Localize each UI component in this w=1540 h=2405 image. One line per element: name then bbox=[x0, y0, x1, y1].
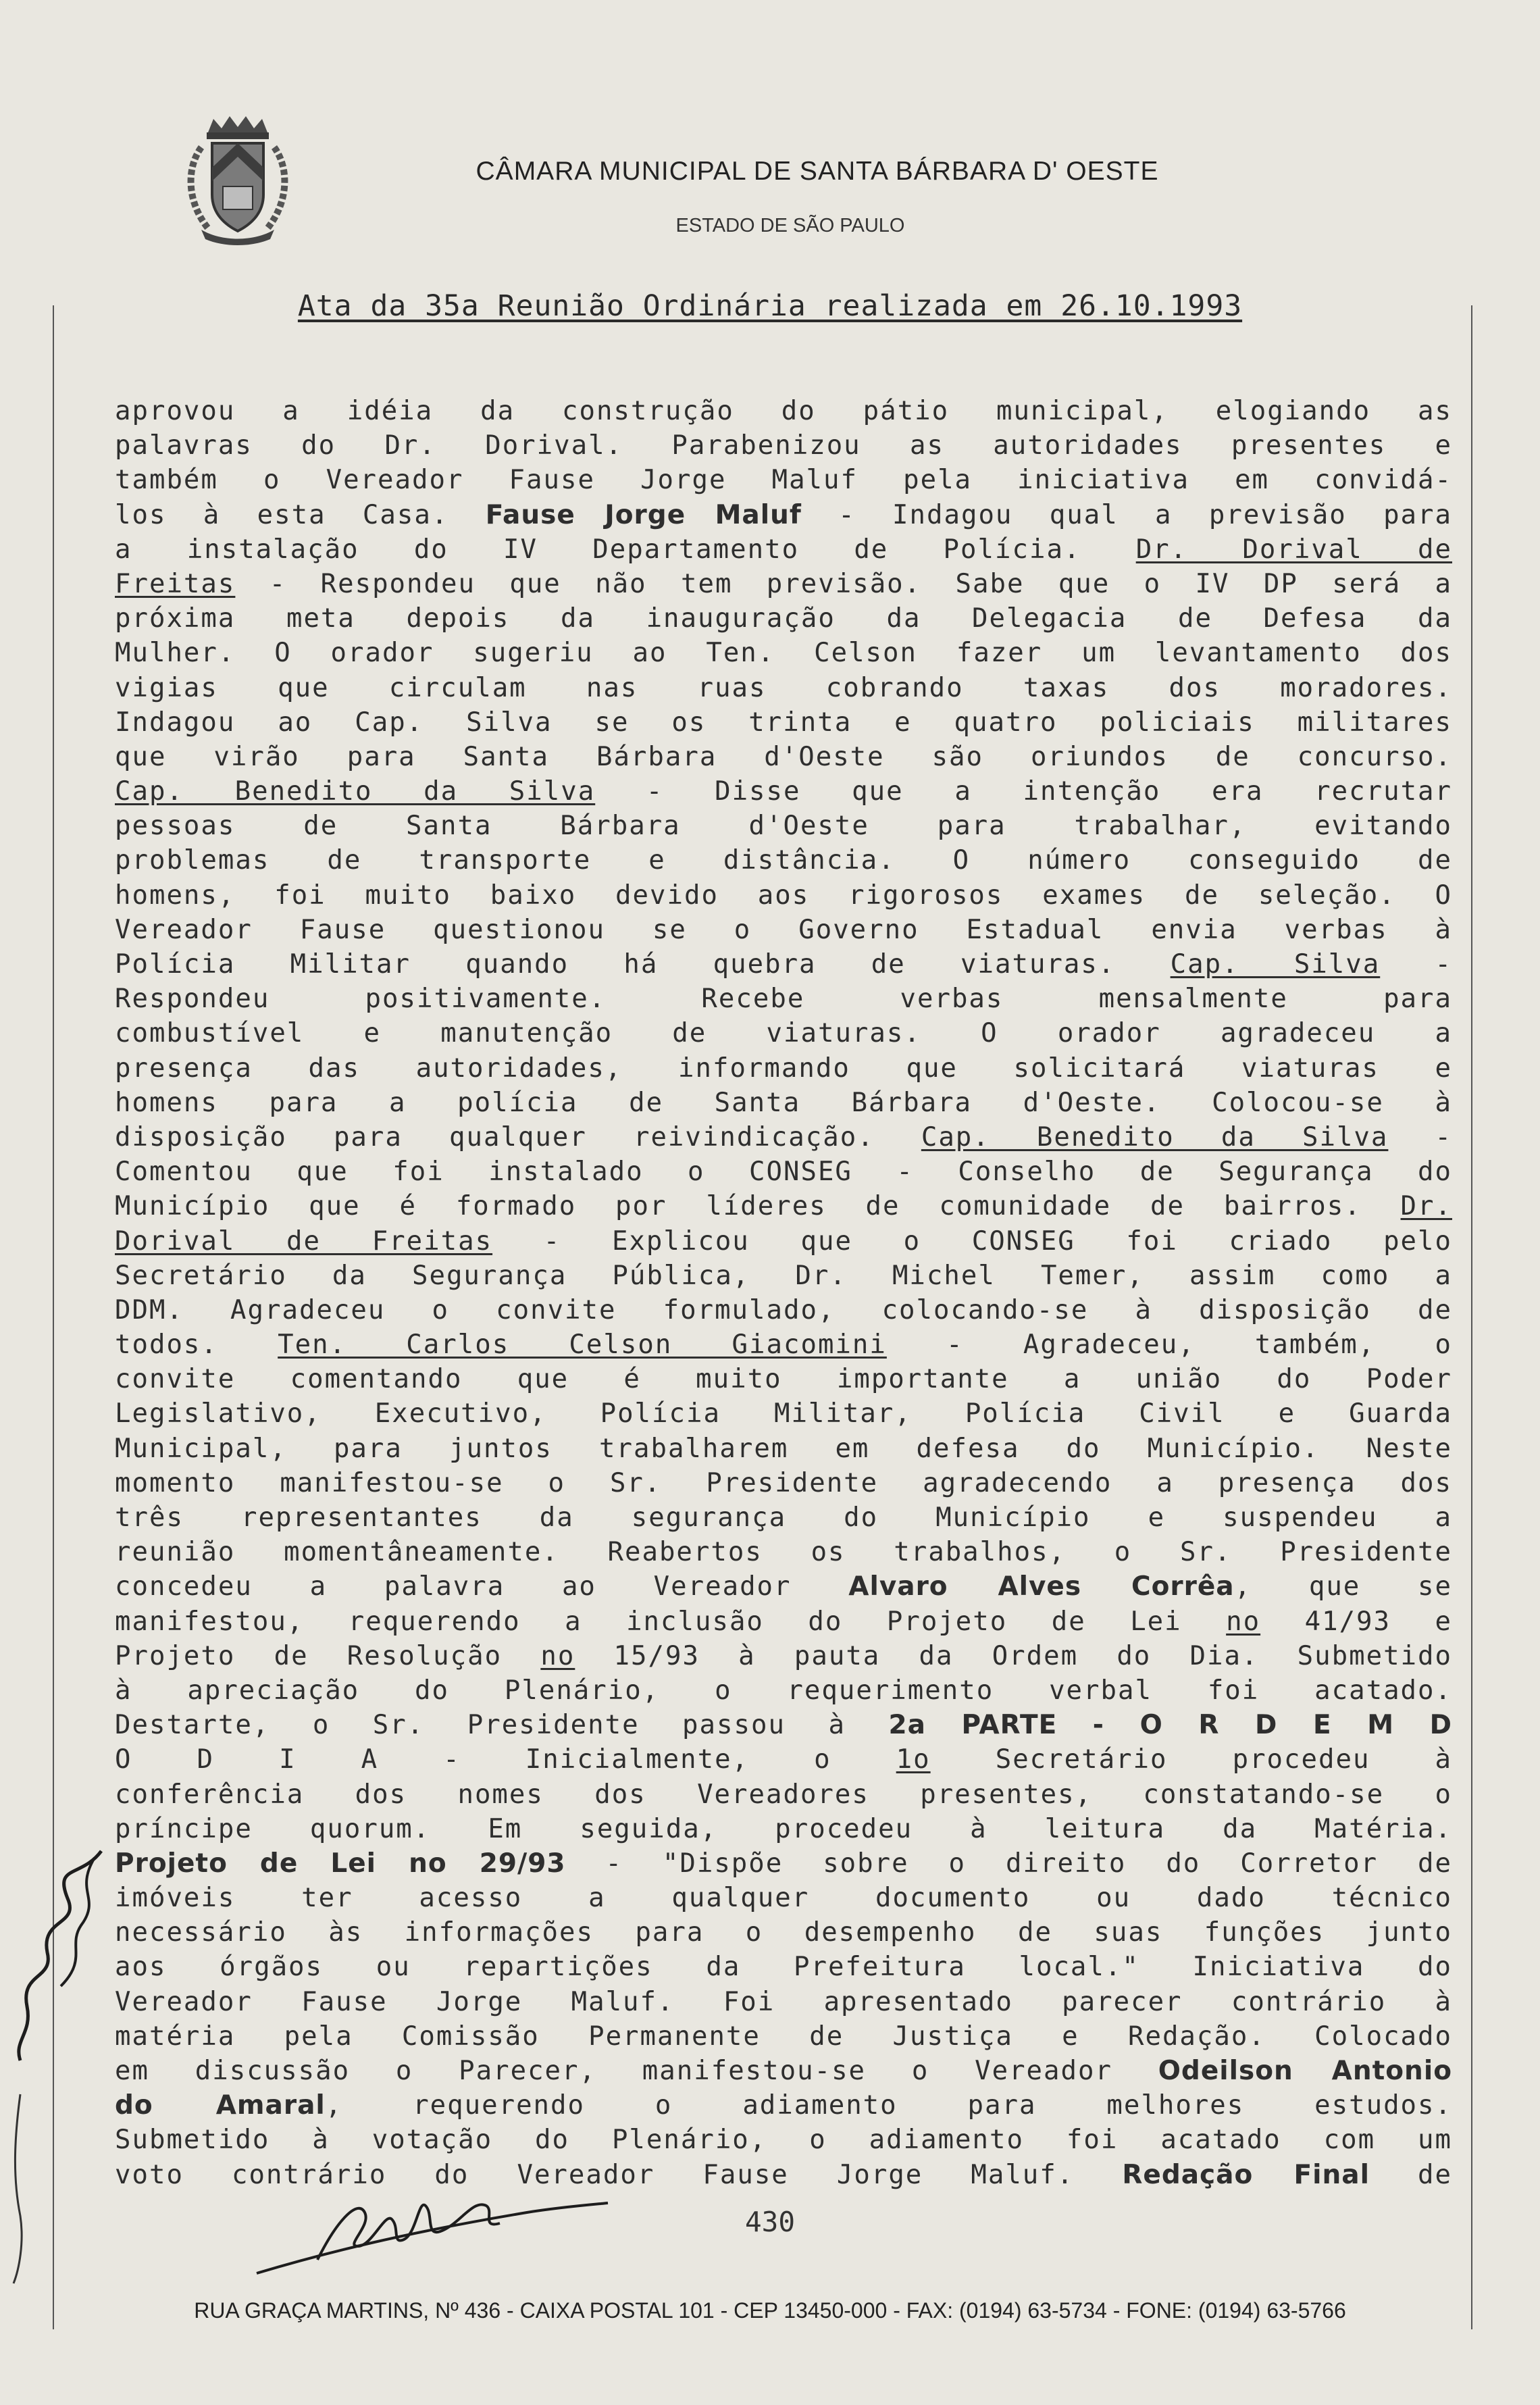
text-segment: Mulher. O orador sugeriu ao Ten. Celson fazer um levantamento dos bbox=[115, 638, 1452, 669]
text-line bbox=[115, 2088, 1452, 2123]
text-segment: Projeto de Resolução bbox=[115, 1640, 541, 1671]
text-line bbox=[115, 1812, 1452, 1846]
state-name: ESTADO DE SÃO PAULO bbox=[675, 215, 905, 236]
bold-text: Odeilson Antonio bbox=[1158, 2056, 1452, 2086]
text-segment: imóveis ter acesso a qualquer documento ou dado técnico bbox=[115, 1883, 1452, 1914]
text-segment: - Respondeu que não tem previsão. Sabe que o IV DP será a bbox=[235, 568, 1452, 599]
text-line bbox=[115, 740, 1452, 774]
text-segment: Indagou ao Cap. Silva se os trinta e quatro policiais militares bbox=[115, 707, 1452, 738]
text-line bbox=[115, 1535, 1452, 1569]
text-line bbox=[115, 1881, 1452, 1915]
text-segment: Município que é formado por líderes de comunidade de bairros. bbox=[115, 1191, 1401, 1222]
right-margin-line bbox=[1471, 305, 1472, 2329]
text-line bbox=[115, 809, 1452, 843]
text-segment: 41/93 e bbox=[1260, 1606, 1452, 1637]
text-segment: - Explicou que o CONSEG foi criado pelo bbox=[492, 1225, 1452, 1257]
text-segment: - bbox=[1388, 1121, 1452, 1153]
text-line bbox=[115, 2123, 1452, 2157]
text-segment: Respondeu positivamente. Recebe verbas mensalmente para bbox=[115, 984, 1452, 1015]
bold-text: 2a PARTE - O R D E M D bbox=[888, 1710, 1452, 1741]
underlined-text: Ten. Carlos Celson Giacomini bbox=[278, 1330, 887, 1361]
text-segment: , requerendo o adiamento para melhores estudos. bbox=[325, 2090, 1452, 2121]
text-segment: presença das autoridades, informando que solicitará viaturas e bbox=[115, 1053, 1452, 1084]
text-segment: também o Vereador Fause Jorge Maluf pela iniciativa em convidá- bbox=[115, 465, 1452, 496]
text-segment: vigias que circulam nas ruas cobrando taxas dos moradores. bbox=[115, 672, 1452, 703]
text-segment: 15/93 à pauta da Ordem do Dia. Submetido bbox=[575, 1640, 1452, 1671]
text-line bbox=[115, 463, 1452, 497]
text-segment: , que se bbox=[1234, 1571, 1452, 1602]
text-line bbox=[115, 982, 1452, 1016]
text-segment: príncipe quorum. Em seguida, procedeu à leitura da Matéria. bbox=[115, 1813, 1452, 1844]
bold-text: Projeto de Lei no 29/93 bbox=[115, 1848, 566, 1879]
text-line bbox=[115, 1293, 1452, 1327]
text-segment: necessário às informações para o desempenho de suas funções junto bbox=[115, 1917, 1452, 1948]
minutes-body bbox=[115, 394, 1452, 2192]
underlined-text: Freitas bbox=[115, 568, 236, 599]
text-segment: Comentou que foi instalado o CONSEG - Conselho de Segurança do bbox=[115, 1157, 1452, 1188]
bold-text: Fause Jorge Maluf bbox=[485, 499, 802, 530]
text-segment: Destarte, o Sr. Presidente passou à bbox=[115, 1710, 889, 1741]
text-segment: conferência dos nomes dos Vereadores presentes, constatando-se o bbox=[115, 1779, 1452, 1810]
text-line bbox=[115, 878, 1452, 913]
text-segment: reunião momentâneamente. Reabertos os trabalhos, o Sr. Presidente bbox=[115, 1537, 1452, 1568]
underlined-text: Dorival de Freitas bbox=[115, 1225, 493, 1257]
text-line bbox=[115, 567, 1452, 601]
text-segment: matéria pela Comissão Permanente de Justiça e Redação. Colocado bbox=[115, 2021, 1452, 2052]
text-segment: - bbox=[1380, 949, 1452, 980]
text-segment: momento manifestou-se o Sr. Presidente agradecendo a presença dos bbox=[115, 1467, 1452, 1498]
text-line bbox=[115, 1500, 1452, 1535]
text-segment: DDM. Agradeceu o convite formulado, colocando-se à disposição de bbox=[115, 1294, 1452, 1325]
text-segment: - Indagou qual a previsão para bbox=[801, 499, 1452, 530]
text-segment: O D I A - Inicialmente, o bbox=[115, 1744, 896, 1775]
underlined-text: no bbox=[540, 1640, 575, 1671]
text-line bbox=[115, 1189, 1452, 1223]
text-segment: convite comentando que é muito importante a união do Poder bbox=[115, 1364, 1452, 1395]
page-number: 430 bbox=[744, 2206, 796, 2238]
text-segment: Vereador Fause questionou se o Governo Estadual envia verbas à bbox=[115, 914, 1452, 945]
text-segment: - Agradeceu, também, o bbox=[886, 1330, 1452, 1361]
text-segment: próxima meta depois da inauguração da Delegacia de Defesa da bbox=[115, 603, 1452, 634]
text-line bbox=[115, 1604, 1452, 1639]
text-line bbox=[115, 1915, 1452, 1950]
minutes-title: Ata da 35a Reunião Ordinária realizada em 26.10.1993 bbox=[297, 289, 1243, 323]
text-line bbox=[115, 428, 1452, 463]
text-line bbox=[115, 843, 1452, 878]
footer-address: RUA GRAÇA MARTINS, Nº 436 - CAIXA POSTAL 101 - CEP 13450-000 - FAX: (0194) 63-5734 - FONE: (0194) 63-5766 bbox=[194, 2298, 1346, 2323]
text-segment: que virão para Santa Bárbara d'Oeste são oriundos de concurso. bbox=[115, 741, 1452, 772]
bold-text: Alvaro Alves Corrêa bbox=[848, 1571, 1235, 1602]
text-line bbox=[115, 1016, 1452, 1050]
text-line bbox=[115, 498, 1452, 532]
text-segment: Submetido à votação do Plenário, o adiamento foi acatado com um bbox=[115, 2125, 1452, 2156]
text-segment: combustível e manutenção de viaturas. O orador agradeceu a bbox=[115, 1018, 1452, 1049]
text-segment: aos órgãos ou repartições da Prefeitura local." Iniciativa do bbox=[115, 1952, 1452, 1983]
underlined-text: Cap. Silva bbox=[1170, 949, 1381, 980]
text-segment: Secretário procedeu à bbox=[930, 1744, 1452, 1775]
text-segment: Polícia Militar quando há quebra de viaturas. bbox=[115, 949, 1171, 980]
text-segment: de bbox=[1369, 2159, 1452, 2190]
bold-text: do Amaral bbox=[115, 2090, 326, 2121]
text-segment: três representantes da segurança do Município e suspendeu a bbox=[115, 1502, 1452, 1533]
text-line bbox=[115, 705, 1452, 740]
text-segment: palavras do Dr. Dorival. Parabenizou as autoridades presentes e bbox=[115, 430, 1452, 461]
text-segment: todos. bbox=[115, 1330, 278, 1361]
text-line bbox=[115, 1396, 1452, 1431]
bold-text: Redação Final bbox=[1122, 2159, 1370, 2190]
text-line bbox=[115, 2054, 1452, 2088]
text-segment: los à esta Casa. bbox=[115, 499, 486, 530]
text-line bbox=[115, 1673, 1452, 1708]
text-line bbox=[115, 1846, 1452, 1881]
text-line bbox=[115, 1639, 1452, 1673]
text-line bbox=[115, 601, 1452, 636]
text-line bbox=[115, 1155, 1452, 1189]
text-line bbox=[115, 1259, 1452, 1293]
text-line bbox=[115, 636, 1452, 670]
text-segment: homens para a polícia de Santa Bárbara d'Oeste. Colocou-se à bbox=[115, 1087, 1452, 1118]
text-segment: à apreciação do Plenário, o requerimento verbal foi acatado. bbox=[115, 1675, 1452, 1706]
text-line bbox=[115, 1466, 1452, 1500]
text-line bbox=[115, 774, 1452, 809]
text-segment: aprovou a idéia da construção do pátio municipal, elogiando as bbox=[115, 396, 1452, 426]
text-segment: manifestou, requerendo a inclusão do Projeto de Lei bbox=[115, 1606, 1227, 1637]
text-segment: disposição para qualquer reivindicação. bbox=[115, 1121, 921, 1153]
text-segment: problemas de transporte e distância. O número conseguido de bbox=[115, 845, 1452, 876]
text-line bbox=[115, 1224, 1452, 1259]
text-line bbox=[115, 1362, 1452, 1396]
text-line bbox=[115, 1086, 1452, 1120]
text-segment: em discussão o Parecer, manifestou-se o Vereador bbox=[115, 2056, 1158, 2086]
underlined-text: Dr. Dorival de bbox=[1135, 534, 1452, 565]
text-line bbox=[115, 1120, 1452, 1155]
text-line bbox=[115, 1985, 1452, 2019]
underlined-text: Cap. Benedito da Silva bbox=[115, 776, 596, 807]
text-segment: Vereador Fause Jorge Maluf. Foi apresentado parecer contrário à bbox=[115, 1986, 1452, 2017]
text-line bbox=[115, 1742, 1452, 1777]
text-segment: Legislativo, Executivo, Polícia Militar, Polícia Civil e Guarda bbox=[115, 1398, 1452, 1429]
text-line bbox=[115, 1708, 1452, 1742]
text-line bbox=[115, 1777, 1452, 1812]
text-line bbox=[115, 1051, 1452, 1086]
text-line bbox=[115, 394, 1452, 428]
text-line bbox=[115, 1327, 1452, 1362]
text-segment: Municipal, para juntos trabalharem em defesa do Município. Neste bbox=[115, 1433, 1452, 1464]
text-segment: voto contrário do Vereador Fause Jorge Maluf. bbox=[115, 2159, 1123, 2190]
underlined-text: Dr. bbox=[1400, 1191, 1452, 1222]
text-line bbox=[115, 671, 1452, 705]
underlined-text: 1o bbox=[896, 1744, 931, 1775]
text-segment: - Disse que a intenção era recrutar bbox=[595, 776, 1452, 807]
institution-name: CÂMARA MUNICIPAL DE SANTA BÁRBARA D' OESTE bbox=[476, 157, 1159, 186]
text-line bbox=[115, 1432, 1452, 1466]
text-line bbox=[115, 2019, 1452, 2054]
text-line bbox=[115, 1950, 1452, 1984]
underlined-text: no bbox=[1226, 1606, 1261, 1637]
text-segment: concedeu a palavra ao Vereador bbox=[115, 1571, 849, 1602]
text-segment: pessoas de Santa Bárbara d'Oeste para trabalhar, evitando bbox=[115, 811, 1452, 842]
text-segment: homens, foi muito baixo devido aos rigorosos exames de seleção. O bbox=[115, 880, 1452, 911]
text-line bbox=[115, 947, 1452, 982]
text-line bbox=[115, 532, 1452, 567]
text-line bbox=[115, 913, 1452, 947]
underlined-text: Cap. Benedito da Silva bbox=[921, 1121, 1389, 1153]
text-line bbox=[115, 1569, 1452, 1604]
text-segment: - "Dispõe sobre o direito do Corretor de bbox=[565, 1848, 1452, 1879]
text-segment: a instalação do IV Departamento de Polícia. bbox=[115, 534, 1136, 565]
text-segment: Secretário da Segurança Pública, Dr. Michel Temer, assim como a bbox=[115, 1260, 1452, 1291]
